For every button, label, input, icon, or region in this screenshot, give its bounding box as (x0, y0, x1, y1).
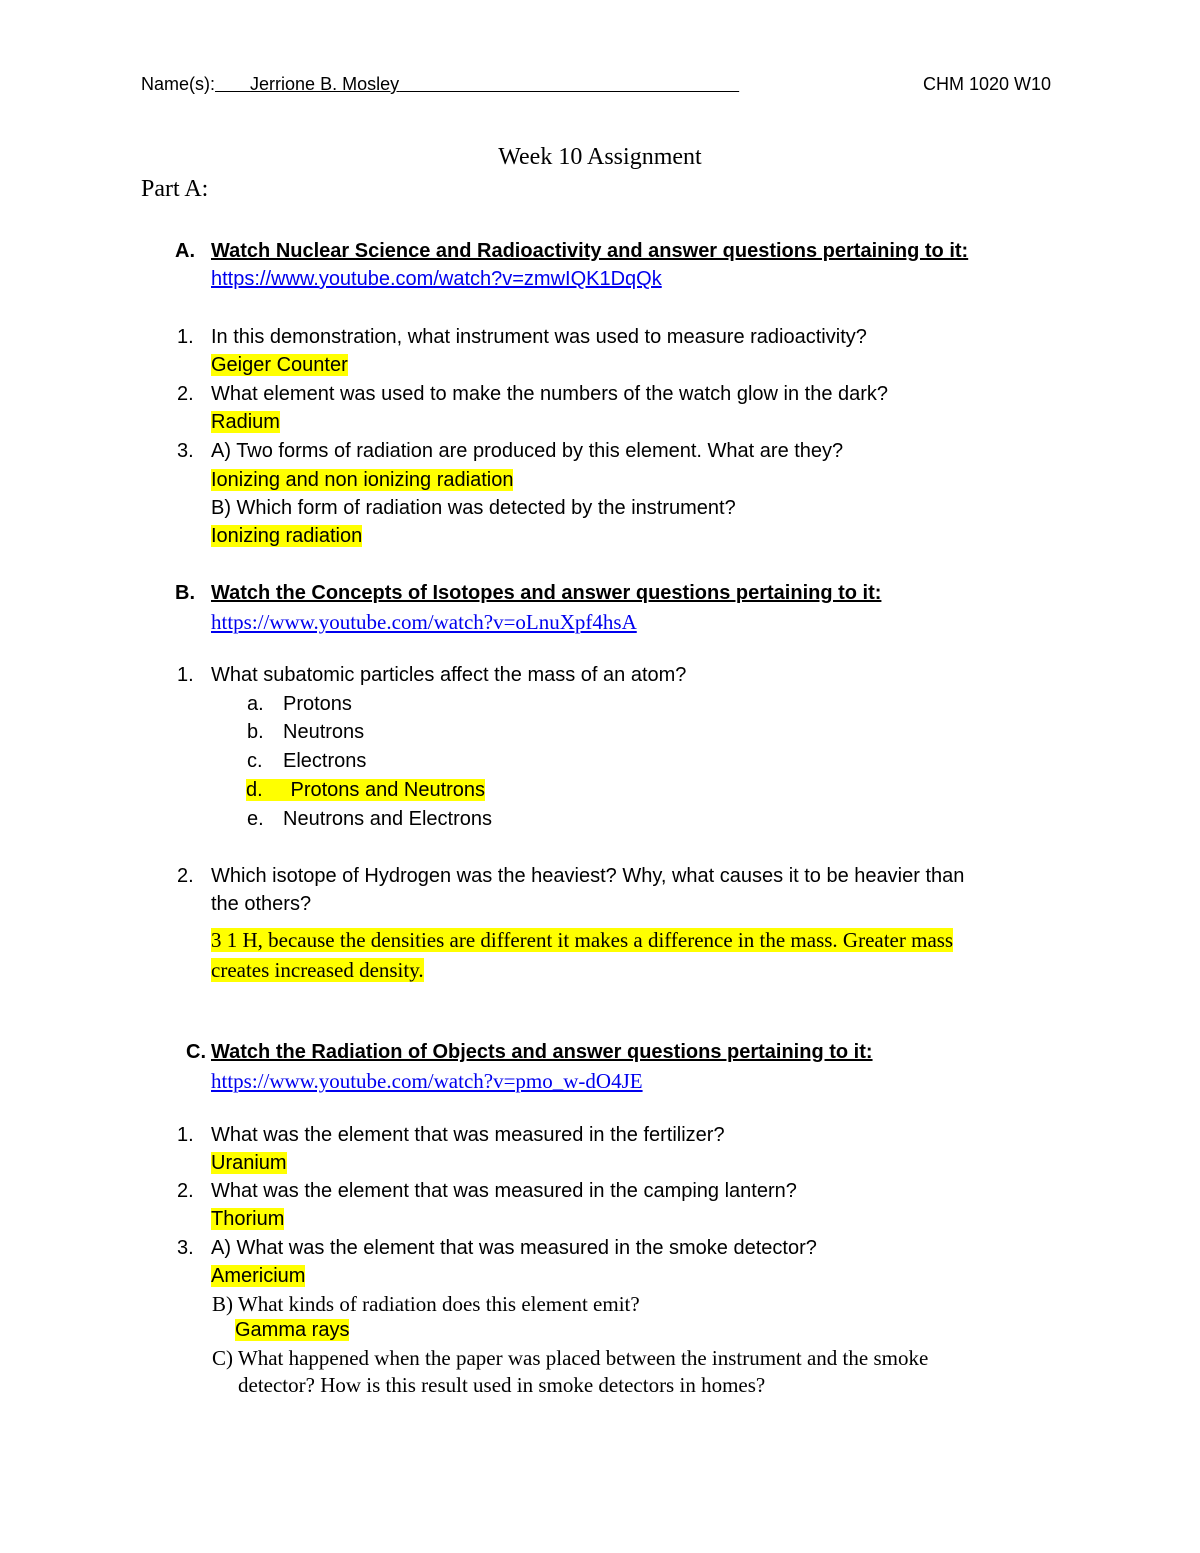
question-subtext: C) What happened when the paper was placed between the instrument and the smoke (212, 1346, 929, 1370)
section-b-heading: Watch the Concepts of Isotopes and answer questions pertaining to it: (211, 582, 882, 604)
section-c-heading: Watch the Radiation of Objects and answer questions pertaining to it: (211, 1041, 873, 1063)
question-text: A) Two forms of radiation are produced by this element. What are they? (211, 440, 844, 462)
name-line (141, 74, 739, 95)
answer: Ionizing radiation (211, 525, 363, 547)
question-text: In this demonstration, what instrument was used to measure radioactivity? (211, 326, 867, 348)
question-number: 2. (177, 1180, 194, 1202)
question-text: What subatomic particles affect the mass of an atom? (211, 664, 687, 686)
answer: Americium (211, 1265, 306, 1287)
answer: Radium (211, 411, 280, 433)
section-c-marker: C. (186, 1041, 206, 1063)
question-number: 1. (177, 326, 194, 348)
answer: creates increased density. (211, 958, 424, 982)
question-number: 3. (177, 1237, 194, 1259)
answer: Geiger Counter (211, 354, 348, 376)
name-label: Name(s): (141, 74, 216, 94)
question-subtext: B) Which form of radiation was detected by the instrument? (211, 497, 736, 519)
option-letter: c. (247, 750, 263, 772)
option-selected (246, 779, 485, 801)
option-letter: a. (247, 693, 264, 715)
question-number: 1. (177, 1124, 194, 1146)
question-text: What was the element that was measured in the fertilizer? (211, 1124, 725, 1146)
answer: Thorium (211, 1208, 285, 1230)
question-subtext: detector? How is this result used in smoke detectors in homes? (238, 1373, 766, 1397)
option-text: Electrons (283, 750, 367, 772)
question-text: Which isotope of Hydrogen was the heaviest? Why, what causes it to be heavier than (211, 865, 965, 887)
answer: 3 1 H, because the densities are different it makes a difference in the mass. Greater mass (211, 928, 954, 952)
section-b-link[interactable]: https://www.youtube.com/watch?v=oLnuXpf4hsA (211, 610, 637, 634)
question-text: What was the element that was measured in the camping lantern? (211, 1180, 797, 1202)
question-number: 2. (177, 865, 194, 887)
option-letter: d. (246, 779, 263, 801)
page-title: Week 10 Assignment (498, 144, 702, 170)
name-value: Jerrione B. Mosley (250, 74, 400, 94)
part-heading: Part A: (141, 176, 209, 202)
option-text: Neutrons and Electrons (283, 808, 493, 830)
question-text: the others? (211, 893, 312, 915)
section-a-marker: A. (175, 240, 195, 262)
section-a-heading: Watch Nuclear Science and Radioactivity and answer questions pertaining to it: (211, 240, 969, 262)
answer: Ionizing and non ionizing radiation (211, 469, 514, 491)
section-a-link[interactable]: https://www.youtube.com/watch?v=zmwIQK1DqQk (211, 268, 662, 290)
course-code: CHM 1020 W10 (923, 74, 1052, 94)
section-b-marker: B. (175, 582, 195, 604)
option-letter: b. (247, 721, 264, 743)
question-text: A) What was the element that was measured in the smoke detector? (211, 1237, 817, 1259)
answer: Uranium (211, 1152, 287, 1174)
answer: Gamma rays (235, 1319, 350, 1341)
question-number: 1. (177, 664, 194, 686)
question-text: What element was used to make the numbers of the watch glow in the dark? (211, 383, 889, 405)
option-letter: e. (247, 808, 264, 830)
option-text: Protons and Neutrons (290, 779, 486, 801)
option-text: Neutrons (283, 721, 365, 743)
section-c-link[interactable]: https://www.youtube.com/watch?v=pmo_w-dO4JE (211, 1069, 643, 1093)
question-number: 2. (177, 383, 194, 405)
option-text: Protons (283, 693, 352, 715)
question-number: 3. (177, 440, 194, 462)
question-subtext: B) What kinds of radiation does this element emit? (212, 1292, 640, 1316)
name-value-field (215, 74, 739, 94)
